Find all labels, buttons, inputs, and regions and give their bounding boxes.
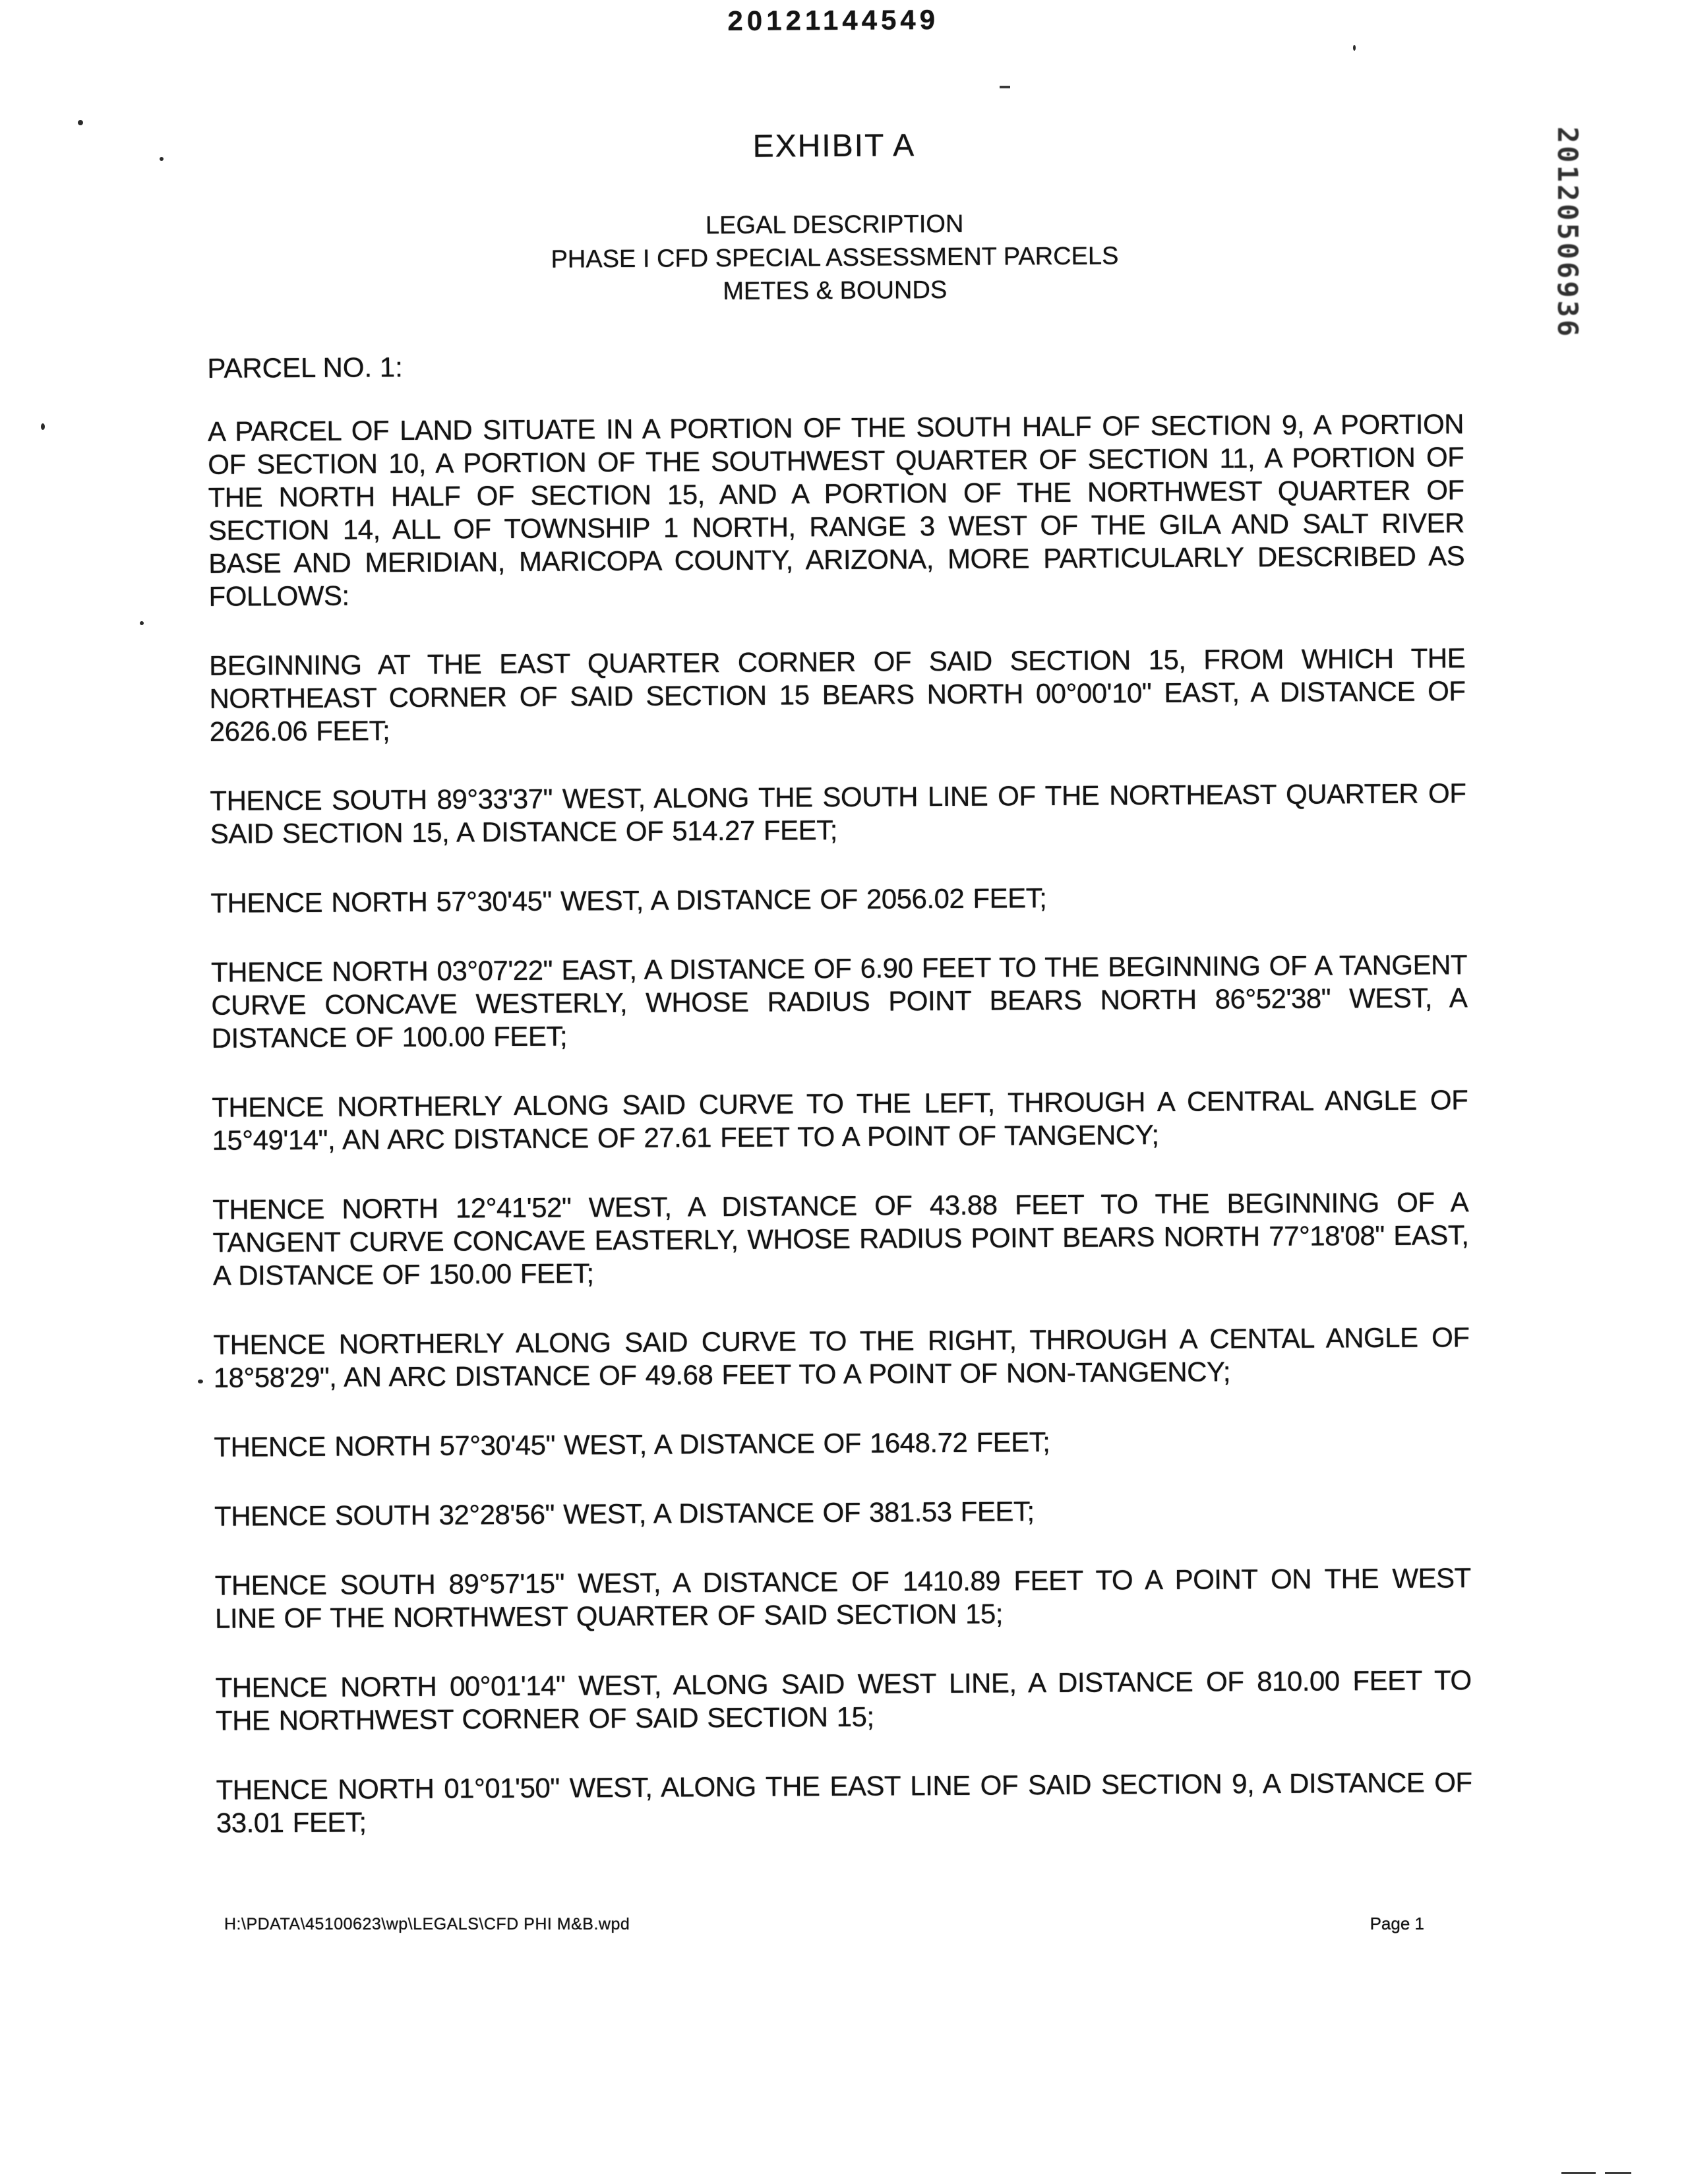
legal-paragraph: BEGINNING AT THE EAST QUARTER CORNER OF SAID SECTION 15, FROM WHICH THE NORTHEAST CORNER OF SAID SECTION 15 BEARS NORTH 00°00'10" EAST, A DISTANCE OF 2626.06 FEET; bbox=[209, 642, 1466, 747]
legal-paragraph: THENCE NORTH 00°01'14" WEST, ALONG SAID WEST LINE, A DISTANCE OF 810.00 FEET TO THE NORTHWEST CORNER OF SAID SECTION 15; bbox=[215, 1664, 1472, 1736]
legal-paragraph: THENCE SOUTH 32°28'56" WEST, A DISTANCE OF 381.53 FEET; bbox=[214, 1496, 1035, 1532]
recording-stamp-vertical: 20120506936 bbox=[1552, 127, 1584, 340]
legal-description-body bbox=[208, 408, 1472, 1840]
scan-artifact-dash bbox=[1000, 86, 1010, 88]
document-number: 20121144549 bbox=[727, 4, 940, 36]
legal-paragraph: THENCE SOUTH 89°57'15" WEST, A DISTANCE OF 1410.89 FEET TO A POINT ON THE WEST LINE OF THE NORTHWEST QUARTER OF SAID SECTION 15; bbox=[214, 1562, 1471, 1634]
legal-paragraph: THENCE SOUTH 89°33'37" WEST, ALONG THE SOUTH LINE OF THE NORTHEAST QUARTER OF SAID SECTION 15, A DISTANCE OF 514.27 FEET; bbox=[210, 777, 1466, 849]
footer-file-path: H:\PDATA\45100623\wp\LEGALS\CFD PHI M&B.wpd bbox=[224, 1915, 630, 1933]
subtitle-line: METES & BOUNDS bbox=[723, 276, 948, 306]
legal-paragraph: THENCE NORTH 01°01'50" WEST, ALONG THE EAST LINE OF SAID SECTION 9, A DISTANCE OF 33.01 FEET; bbox=[216, 1767, 1472, 1838]
scan-speck bbox=[198, 1380, 203, 1383]
legal-paragraph: THENCE NORTHERLY ALONG SAID CURVE TO THE LEFT, THROUGH A CENTRAL ANGLE OF 15°49'14", AN ARC DISTANCE OF 27.61 FEET TO A POINT OF TANGENCY; bbox=[212, 1084, 1468, 1156]
legal-paragraph: THENCE NORTH 12°41'52" WEST, A DISTANCE OF 43.88 FEET TO THE BEGINNING OF A TANGENT CURVE CONCAVE EASTERLY, WHOSE RADIUS POINT BEARS NORTH 77°18'08" EAST, A DISTANCE OF 150.00 FEET; bbox=[212, 1186, 1469, 1291]
parcel-heading: PARCEL NO. 1: bbox=[207, 351, 404, 384]
scan-speck bbox=[1353, 45, 1356, 51]
footer-page-number: Page 1 bbox=[1370, 1914, 1424, 1933]
legal-paragraph: THENCE NORTH 57°30'45" WEST, A DISTANCE OF 1648.72 FEET; bbox=[214, 1426, 1050, 1463]
document-content bbox=[205, 0, 1472, 1876]
scan-speck bbox=[160, 157, 164, 161]
scan-speck bbox=[78, 120, 83, 125]
scan-artifact-dash bbox=[1561, 2172, 1596, 2174]
legal-paragraph: THENCE NORTHERLY ALONG SAID CURVE TO THE RIGHT, THROUGH A CENTAL ANGLE OF 18°58'29", AN ARC DISTANCE OF 49.68 FEET TO A POINT OF NON-TANGENCY; bbox=[213, 1321, 1470, 1393]
legal-paragraph: THENCE NORTH 57°30'45" WEST, A DISTANCE OF 2056.02 FEET; bbox=[210, 882, 1047, 919]
subtitle-line: LEGAL DESCRIPTION bbox=[705, 210, 964, 240]
page-footer bbox=[224, 1914, 1424, 1934]
exhibit-title: EXHIBIT A bbox=[752, 128, 916, 164]
scan-artifact-dash bbox=[1605, 2172, 1631, 2174]
scan-speck bbox=[140, 621, 144, 625]
subtitle-block bbox=[206, 204, 1463, 311]
legal-paragraph: A PARCEL OF LAND SITUATE IN A PORTION OF THE SOUTH HALF OF SECTION 9, A PORTION OF SECTION 10, A PORTION OF THE SOUTHWEST QUARTER OF SECTION 11, A PORTION OF THE NORTH HALF OF SECTION 15, AND A PORTION OF THE NORTHWEST QUARTER OF SECTION 14, ALL OF TOWNSHIP 1 NORTH, RANGE 3 WEST OF THE GILA AND SALT RIVER BASE AND MERIDIAN, MARICOPA COUNTY, ARIZONA, MORE PARTICULARLY DESCRIBED AS FOLLOWS: bbox=[207, 408, 1465, 612]
subtitle-line: PHASE I CFD SPECIAL ASSESSMENT PARCELS bbox=[551, 242, 1119, 274]
legal-paragraph: THENCE NORTH 03°07'22" EAST, A DISTANCE OF 6.90 FEET TO THE BEGINNING OF A TANGENT CURVE CONCAVE WESTERLY, WHOSE RADIUS POINT BEARS NORTH 86°52'38" WEST, A DISTANCE OF 100.00 FEET; bbox=[210, 949, 1468, 1054]
scan-speck bbox=[41, 423, 45, 430]
